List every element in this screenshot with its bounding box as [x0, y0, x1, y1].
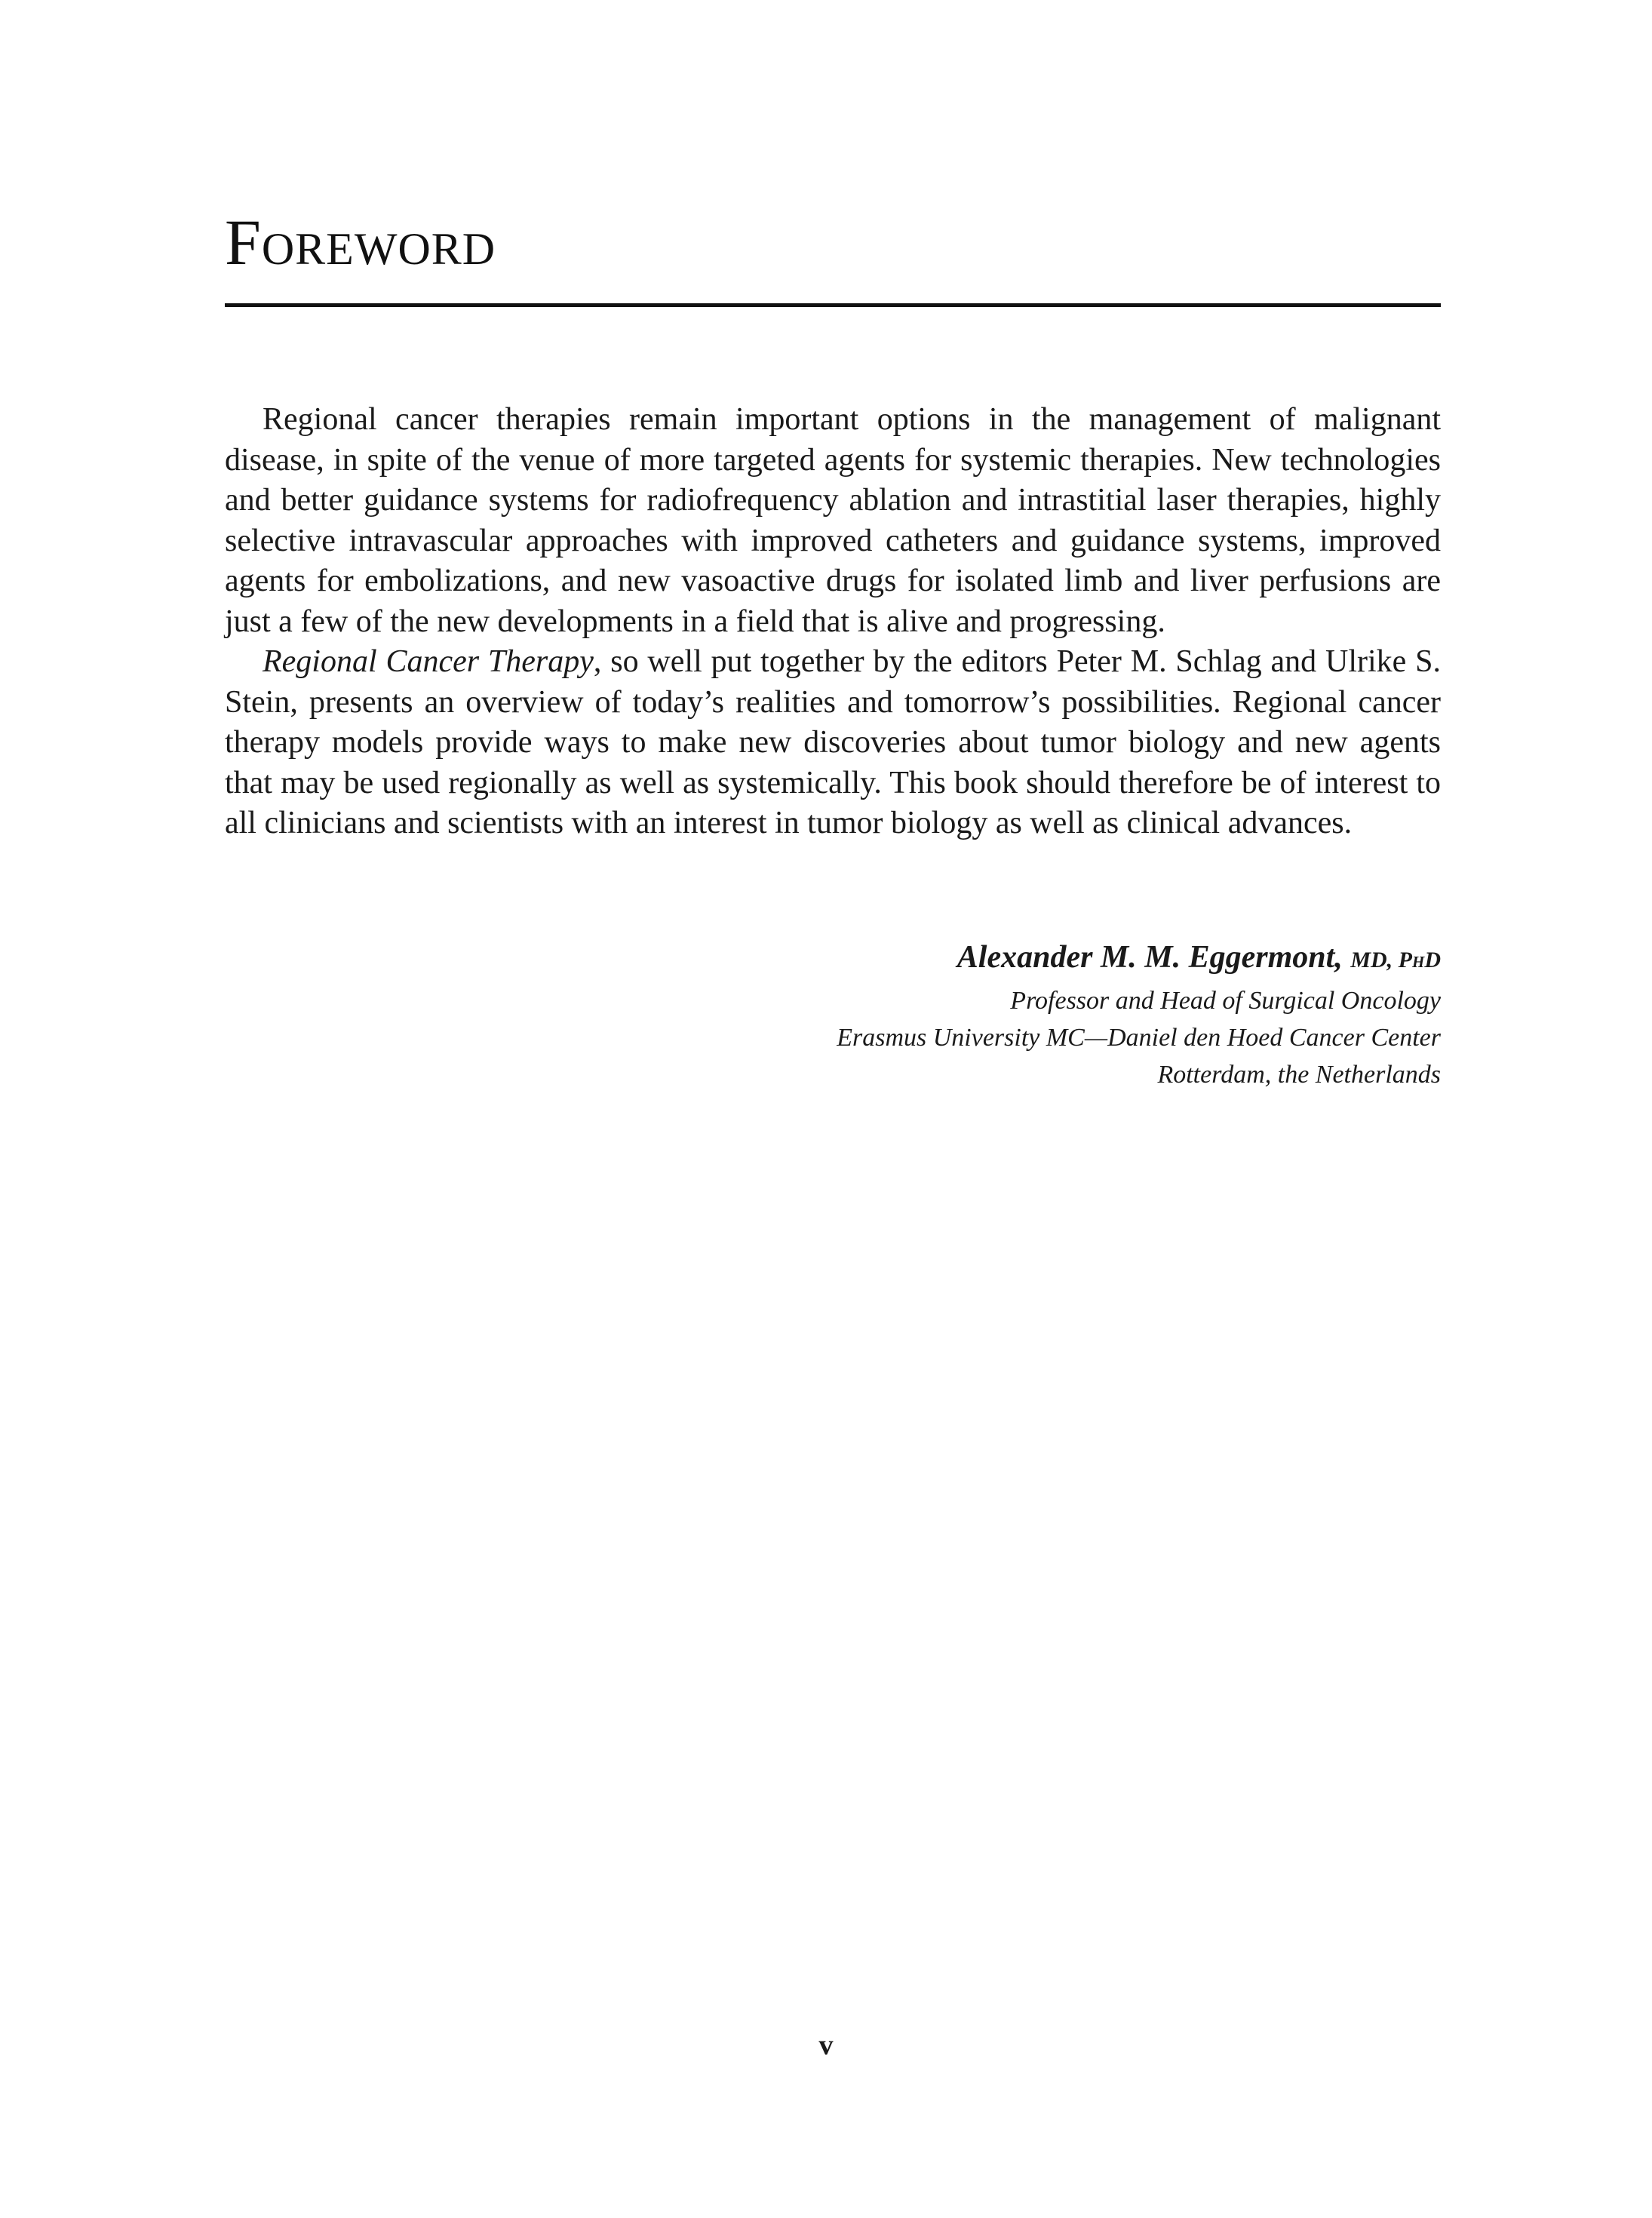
- author-institution: Erasmus University MC—Daniel den Hoed Cancer Center: [837, 1024, 1441, 1052]
- paragraph-2-text: , so well put together by the editors Peter M. Schlag and Ulrike S. Stein, presents an overview of today’s realities and tomorrow’s possibilities. Regional cancer therapy models provide ways to make new discoveries about tumor biology and new agents that may be used regionally as well as systemically. This book should therefore be of interest to all clinicians and scientists with an interest in tumor biology as well as clinical advances.: [225, 644, 1441, 840]
- page-number: v: [818, 2029, 834, 2061]
- paragraph-1: Regional cancer therapies remain important options in the management of malignant disease, in spite of the venue of more targeted agents for systemic therapies. New technologies and better guidance systems for radiofrequency ablation and intrastitial laser therapies, highly selective intravascular approaches with improved catheters and guidance systems, improved agents for embolizations, and new vasoactive drugs for isolated limb and liver perfusions are just a few of the new developments in a field that is alive and progressing.: [225, 402, 1441, 639]
- book-title: Regional Cancer Therapy: [263, 644, 594, 679]
- page-title: Foreword: [225, 206, 496, 278]
- signature-block: [460, 939, 1441, 1093]
- author-name: Alexander M. M. Eggermont,: [957, 940, 1343, 975]
- author-name-line: [460, 939, 1441, 979]
- author-degrees: MD, PhD: [1350, 948, 1441, 972]
- foreword-body: [225, 400, 1441, 844]
- author-title: Professor and Head of Surgical Oncology: [1010, 987, 1441, 1015]
- title-rule: [225, 303, 1441, 307]
- paragraph-2: [225, 642, 1441, 844]
- author-location: Rotterdam, the Netherlands: [1157, 1061, 1441, 1089]
